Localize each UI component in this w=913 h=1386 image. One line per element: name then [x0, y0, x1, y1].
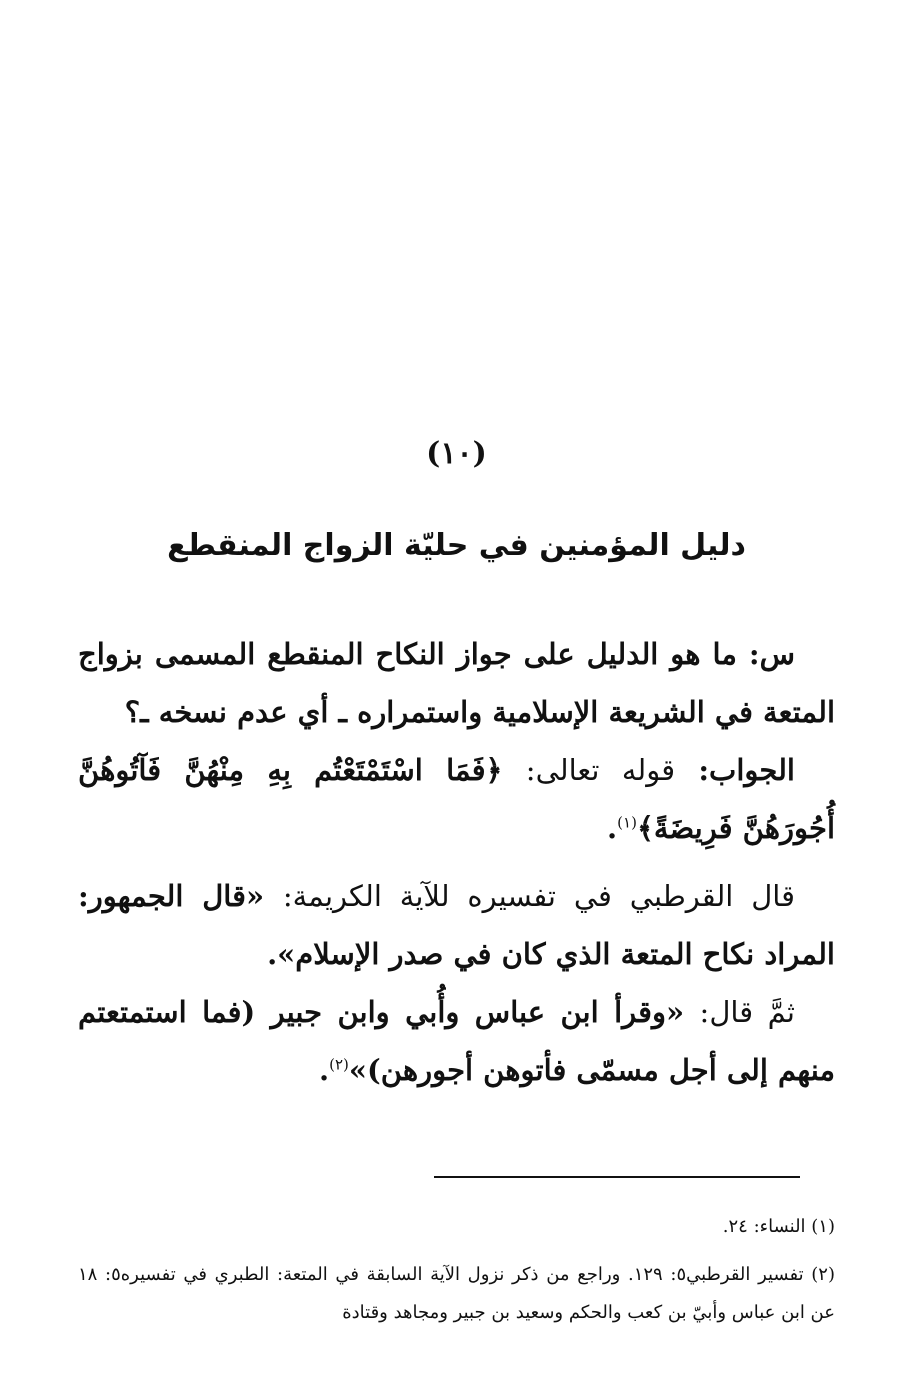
footnote-2: (٢) تفسير القرطبي٥: ١٢٩. وراجع من ذكر نزول الآية السابقة في المتعة: الطبري في تفسيره٥: ١٨ عن ابن عباس وأبيّ بن كعب والحكم وسعيد بن جبير ومجاهد وقتادة	[78, 1264, 835, 1323]
answer-label: الجواب:	[698, 753, 795, 787]
body-text	[78, 625, 835, 1099]
then-paragraph	[78, 983, 835, 1099]
answer-paragraph	[78, 741, 835, 857]
qurtubi-quote: «قال الجمهور: المراد نكاح المتعة الذي كان في صدر الإسلام».	[78, 879, 835, 971]
footnotes	[78, 1208, 835, 1332]
footnote-divider	[434, 1176, 800, 1178]
answer-period: .	[607, 811, 618, 845]
then-intro: ثمَّ قال:	[699, 995, 795, 1029]
then-period: .	[319, 1053, 330, 1087]
footnote-1: (١) النساء: ٢٤.	[722, 1216, 835, 1237]
chapter-number: (١٠)	[426, 436, 487, 471]
question-paragraph	[78, 625, 835, 741]
answer-intro: قوله تعالى:	[525, 753, 676, 787]
footnote-ref-2[interactable]: (٢)	[329, 1055, 349, 1074]
quran-verse: ﴿فَمَا اسْتَمْتَعْتُم بِهِ مِنْهُنَّ فَآتُوهُنَّ أُجُورَهُنَّ فَرِيضَةً﴾	[78, 753, 835, 845]
question-text: س: ما هو الدليل على جواز النكاح المنقطع المسمى بزواج المتعة في الشريعة الإسلامية واستمراره ـ أي عدم نسخه ـ؟	[78, 637, 835, 729]
qurtubi-intro: قال القرطبي في تفسيره للآية الكريمة:	[282, 879, 795, 913]
then-quote: «وقرأ ابن عباس وأُبي وابن جبير (فما استمتعتم منهم إلى أجل مسمّى فأتوهن أجورهن)»	[78, 995, 835, 1087]
footnote-ref-1[interactable]: (١)	[617, 813, 637, 832]
chapter-title: دليل المؤمنين في حليّة الزواج المنقطع	[167, 528, 746, 563]
qurtubi-paragraph	[78, 867, 835, 983]
